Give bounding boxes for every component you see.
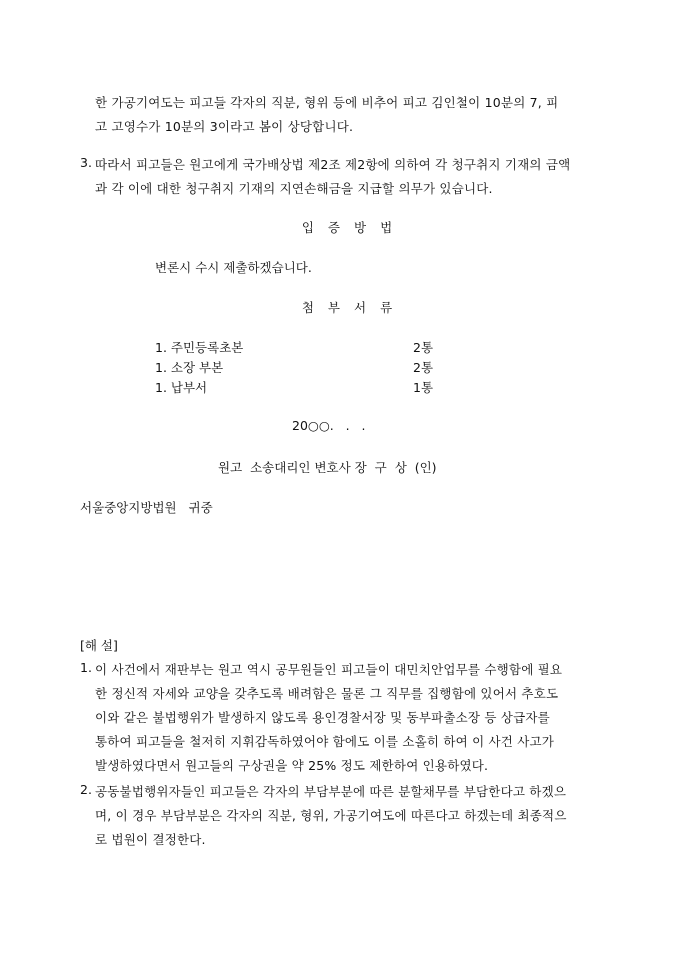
attachment-label: 1. 주민등록초본 [155, 340, 244, 355]
attachments-heading: 첨부서류 [301, 300, 407, 315]
attachment-label: 1. 소장 부본 [155, 360, 224, 375]
paragraph-line: 한 가공기여도는 피고들 각자의 직분, 형위 등에 비추어 피고 김인철이 10분의 7, 피 [95, 95, 559, 110]
paragraph-line: 고 고영수가 10분의 3이라고 봄이 상당합니다. [95, 119, 354, 134]
paragraph-line: 이와 같은 불법행위가 발생하지 않도록 용인경찰서장 및 동부파출소장 등 상급자를 [95, 710, 550, 725]
paragraph-line: 따라서 피고들은 원고에게 국가배상법 제2조 제2항에 의하여 각 청구취지 기재의 금액 [95, 157, 571, 172]
filing-date: 20○○. . . [292, 418, 366, 433]
paragraph-line: 로 법원이 결정한다. [95, 832, 206, 847]
item-number: 2. [80, 782, 92, 797]
paragraph-line: 통하여 피고들을 철저히 지휘감독하였어야 함에도 이를 소홀히 하여 이 사건 사고가 [95, 734, 555, 749]
item-number: 1. [80, 660, 92, 675]
attachment-count: 2통 [413, 360, 434, 375]
proof-heading: 입증방법 [301, 220, 407, 235]
paragraph-line: 발생하였다면서 원고들의 구상권을 약 25% 정도 제한하여 인용하였다. [95, 758, 489, 773]
proof-text: 변론시 수시 제출하겠습니다. [155, 260, 312, 275]
paragraph-line: 과 각 이에 대한 청구취지 기재의 지연손해금을 지급할 의무가 있습니다. [95, 181, 493, 196]
paragraph-line: 한 정신적 자세와 교양을 갖추도록 배려함은 물론 그 직무를 집행함에 있어서 추호도 [95, 686, 559, 701]
commentary-title: [해 설] [80, 638, 118, 653]
paragraph-line: 공동불법행위자들인 피고들은 각자의 부담부분에 따른 분할채무를 부담한다고 하겠으 [95, 784, 567, 799]
paragraph-line: 이 사건에서 재판부는 원고 역시 공무원들인 피고들이 대민치안업무를 수행함에 필요 [95, 662, 563, 677]
attachment-count: 2통 [413, 340, 434, 355]
attachment-count: 1통 [413, 380, 434, 395]
paragraph-line: 며, 이 경우 부담부분은 각자의 직분, 형위, 가공기여도에 따른다고 하겠는데 최종적으 [95, 808, 567, 823]
item-number: 3. [80, 155, 92, 170]
attachment-label: 1. 납부서 [155, 380, 208, 395]
signature-line: 원고 소송대리인 변호사 장 구 상 (인) [218, 460, 437, 475]
court-addressee: 서울중앙지방법원 귀중 [80, 500, 213, 515]
